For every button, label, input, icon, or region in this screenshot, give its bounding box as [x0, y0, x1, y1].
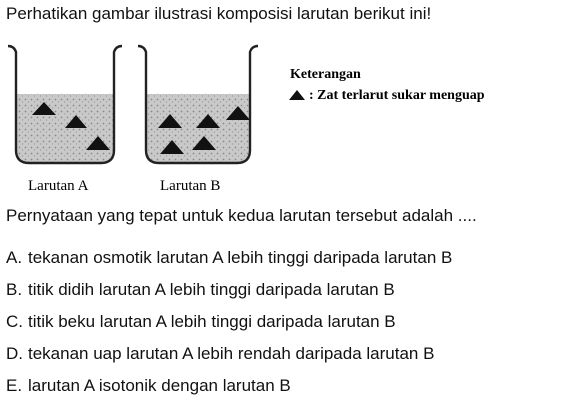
- option-text: titik beku larutan A lebih tinggi daripada larutan B: [28, 312, 396, 331]
- black-triangle-icon: [289, 90, 305, 100]
- question-text: Perhatikan gambar ilustrasi komposisi larutan berikut ini!: [6, 4, 432, 23]
- option-text: larutan A isotonik dengan larutan B: [28, 376, 291, 395]
- option-d[interactable]: [6, 342, 452, 374]
- option-letter: B.: [6, 280, 23, 299]
- beaker-b: [138, 46, 258, 163]
- option-text: tekanan uap larutan A lebih rendah daripada larutan B: [28, 344, 435, 363]
- legend-text: : Zat terlarut sukar menguap: [309, 88, 485, 103]
- option-c[interactable]: [6, 310, 452, 342]
- question-stem: Pernyataan yang tepat untuk kedua larutan tersebut adalah ....: [6, 206, 477, 225]
- beaker-a-liquid: [16, 94, 114, 163]
- legend-title: Keterangan: [290, 67, 361, 82]
- option-a[interactable]: [6, 246, 452, 278]
- answer-options: [6, 246, 452, 406]
- option-letter: A.: [6, 248, 23, 267]
- option-text: titik didih larutan A lebih tinggi daripada larutan B: [28, 280, 395, 299]
- solution-illustration: [0, 32, 564, 202]
- option-e[interactable]: [6, 374, 452, 406]
- option-letter: D.: [6, 344, 23, 363]
- beakers-figure: [0, 32, 564, 202]
- option-b[interactable]: [6, 278, 452, 310]
- beaker-a: [8, 46, 122, 163]
- option-letter: C.: [6, 312, 23, 331]
- option-letter: E.: [6, 376, 23, 395]
- option-text: tekanan osmotik larutan A lebih tinggi daripada larutan B: [28, 248, 453, 267]
- beaker-b-label: Larutan B: [160, 178, 221, 194]
- beaker-a-label: Larutan A: [28, 178, 89, 194]
